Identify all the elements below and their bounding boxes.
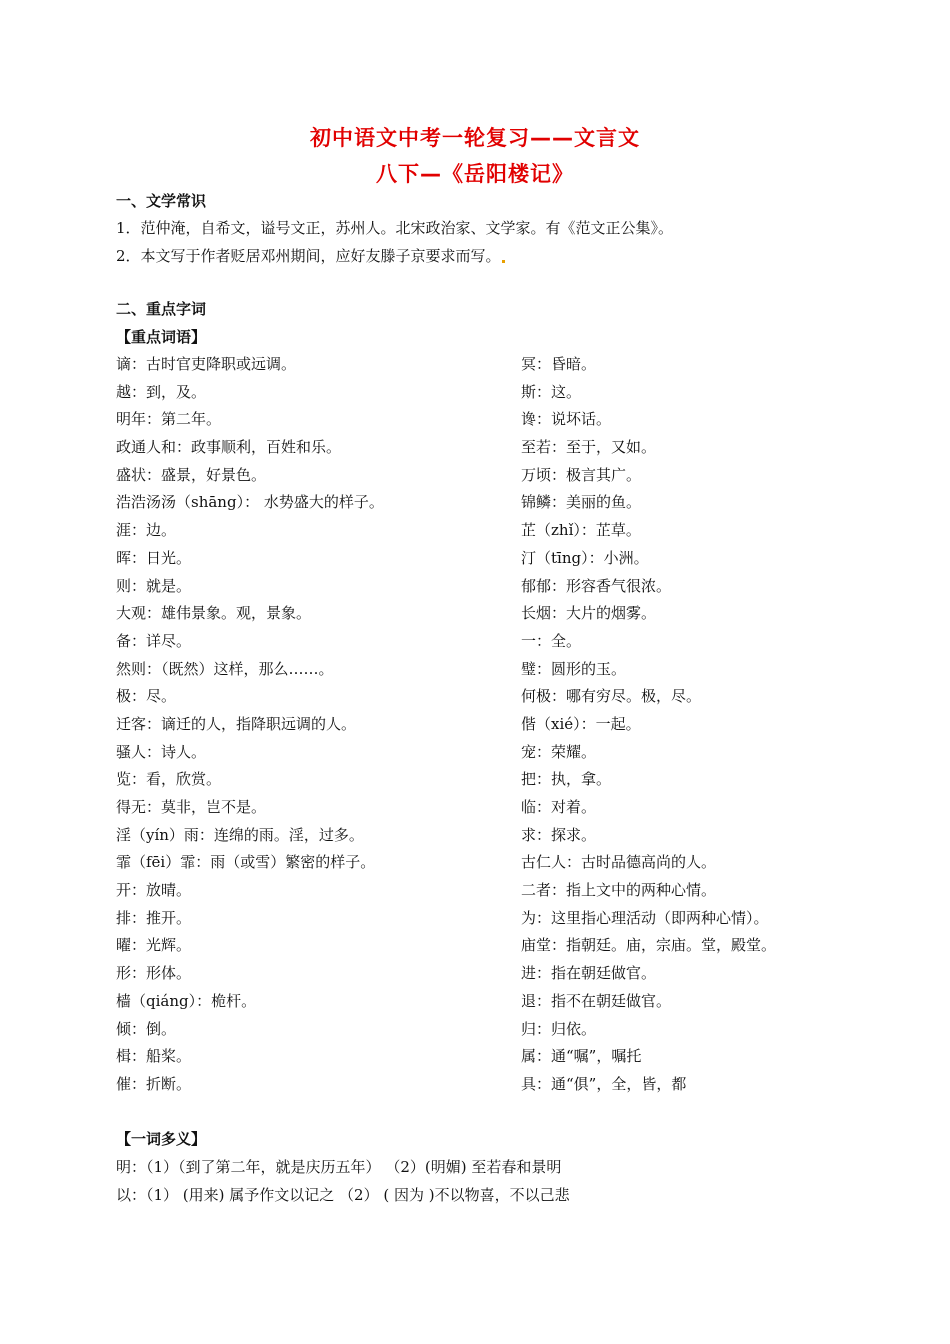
vocab-entry: 备：详尽。 <box>116 631 192 650</box>
page-title: 初中语文中考一轮复习——文言文 <box>310 126 640 150</box>
vocab-entry: 览：看，欣赏。 <box>116 770 222 789</box>
section-heading-literary: 一、文学常识 <box>116 192 207 210</box>
vocab-entry: 古仁人：古时品德高尚的人。 <box>521 853 717 872</box>
mark-dot <box>502 260 505 263</box>
vocab-entry: 明年：第二年。 <box>116 410 222 429</box>
vocab-entry: 庙堂：指朝廷。庙，宗庙。堂，殿堂。 <box>521 936 777 955</box>
vocab-entry: 长烟：大片的烟雾。 <box>521 604 657 623</box>
vocab-entry: 求：探求。 <box>521 825 597 844</box>
vocab-entry: 浩浩汤汤（shāng）： 水势盛大的样子。 <box>116 493 384 512</box>
vocab-entry: 退：指不在朝廷做官。 <box>521 991 672 1010</box>
vocab-entry: 为：这里指心理活动（即两种心情）。 <box>521 908 769 927</box>
vocab-entry: 进：指在朝廷做官。 <box>521 964 657 983</box>
vocab-left-column <box>116 353 384 1101</box>
vocab-entry: 璧：圆形的玉。 <box>521 659 627 678</box>
vocab-entry: 然则：（既然）这样，那么……。 <box>116 659 334 678</box>
vocab-entry: 斯：这。 <box>521 382 582 401</box>
vocab-entry: 樯（qiáng）：桅杆。 <box>116 991 257 1010</box>
vocab-entry: 涯：边。 <box>116 521 177 540</box>
vocab-entry: 排：推开。 <box>116 908 192 927</box>
vocab-entry: 晖：日光。 <box>116 548 192 567</box>
vocab-entry: 倾：倒。 <box>116 1019 177 1038</box>
vocab-entry: 冥：昏暗。 <box>521 355 597 373</box>
vocab-entry: 谪：古时官吏降职或远调。 <box>116 355 297 373</box>
vocab-entry: 霏（fēi）霏：雨（或雪）繁密的样子。 <box>116 853 376 872</box>
vocab-entry: 把：执，拿。 <box>521 770 612 789</box>
page-subtitle: 八下—《岳阳楼记》 <box>376 162 574 186</box>
vocab-entry: 骚人：诗人。 <box>116 742 207 761</box>
vocab-entry: 淫（yín）雨：连绵的雨。淫，过多。 <box>116 825 364 844</box>
vocab-entry: 形：形体。 <box>116 964 192 983</box>
vocab-entry: 极：尽。 <box>116 687 177 706</box>
vocab-entry: 至若：至于，又如。 <box>521 438 657 457</box>
vocab-entry: 具：通“俱”，全，皆，都 <box>521 1074 687 1093</box>
literary-item: 2．本文写于作者贬居邓州期间，应好友滕子京要求而写。 <box>116 245 505 266</box>
vocab-entry: 盛状：盛景，好景色。 <box>116 465 267 484</box>
vocab-entry: 属：通“嘱”，嘱托 <box>521 1047 642 1066</box>
vocab-entry: 何极：哪有穷尽。极，尽。 <box>521 687 702 706</box>
vocab-entry: 锦鳞：美丽的鱼。 <box>521 493 642 512</box>
vocab-entry: 催：折断。 <box>116 1074 192 1093</box>
vocab-entry: 宠：荣耀。 <box>521 742 597 761</box>
vocab-entry: 得无：莫非，岂不是。 <box>116 798 267 816</box>
polysemy-line: 以：（1） (用来) 属予作文以记之 （2） ( 因为 )不以物喜，不以己悲 <box>116 1186 570 1204</box>
vocab-entry: 谗：说坏话。 <box>521 410 612 429</box>
vocab-entry: 偕（xié）：一起。 <box>521 714 641 733</box>
vocab-entry: 一：全。 <box>521 631 582 650</box>
section-heading-vocab: 二、重点字词 <box>116 300 207 318</box>
vocab-entry: 汀（tīng）：小洲。 <box>521 548 649 567</box>
subheading-polysemy: 【一词多义】 <box>116 1130 207 1148</box>
literary-item: 1．范仲淹，自希文，谥号文正，苏州人。北宋政治家、文学家。有《范文正公集》。 <box>116 219 674 237</box>
vocab-entry: 万顷：极言其广。 <box>521 465 642 484</box>
vocab-entry: 临：对着。 <box>521 798 597 816</box>
vocab-right-column <box>521 353 776 1101</box>
vocab-entry: 郁郁：形容香气很浓。 <box>521 576 672 595</box>
vocab-entry: 迁客：谪迁的人，指降职远调的人。 <box>116 714 357 733</box>
vocab-entry: 楫：船桨。 <box>116 1047 192 1066</box>
vocab-entry: 芷（zhǐ）：芷草。 <box>521 521 641 540</box>
vocab-entry: 开：放晴。 <box>116 881 192 900</box>
polysemy-line: 明：（1）（到了第二年，就是庆历五年） （2）(明媚) 至若春和景明 <box>116 1158 562 1176</box>
vocab-entry: 二者：指上文中的两种心情。 <box>521 881 717 900</box>
vocab-entry: 越：到，及。 <box>116 382 207 401</box>
subheading-key-words: 【重点词语】 <box>116 328 207 346</box>
vocab-entry: 曜：光辉。 <box>116 936 192 955</box>
vocab-entry: 归：归依。 <box>521 1019 597 1038</box>
vocab-entry: 政通人和：政事顺利，百姓和乐。 <box>116 438 342 457</box>
vocab-entry: 大观：雄伟景象。观，景象。 <box>116 604 312 623</box>
vocab-entry: 则：就是。 <box>116 576 192 595</box>
